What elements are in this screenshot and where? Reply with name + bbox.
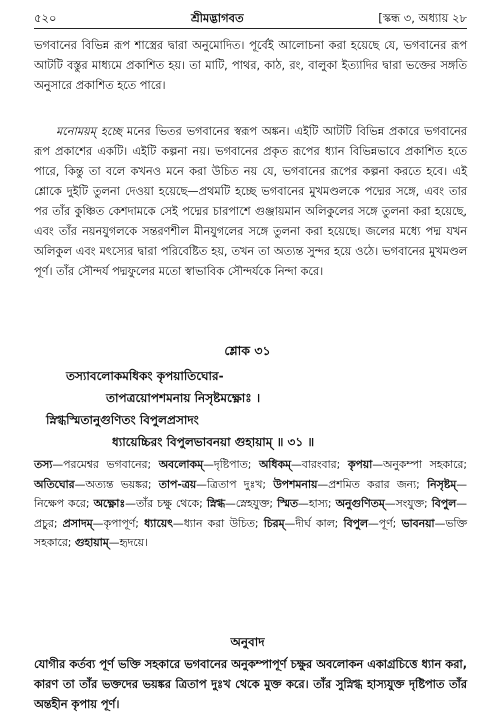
verse-line: তাপত্রয়োপশমনায় নিসৃষ্টমক্ষ্ণোঃ । (106, 391, 261, 405)
page-header (34, 10, 467, 29)
synonym-meaning: সংযুক্ত; (395, 497, 432, 511)
synonym-word: ভাবনয়া (401, 516, 435, 530)
synonym-meaning: হাস্য; (308, 497, 336, 511)
synonym-meaning: স্নেহযুক্ত; (235, 497, 278, 511)
chapter-reference: [স্কন্ধ ৩, অধ্যায় ২৮ (378, 11, 467, 25)
synonym-word: অক্ষ্ণোঃ (93, 497, 126, 511)
synonym-meaning: ধ্যান করা উচিত; (183, 516, 264, 530)
synonym-meaning: অত্যন্ত ভয়ঙ্কর; (85, 477, 159, 491)
synonym-word: অতিঘোর (34, 477, 75, 491)
sloka-heading: শ্লোক ৩১ (224, 343, 271, 358)
word-for-word-synonyms: তস্য—পরমেশ্বর ভগবানের; অবলোকম্—দৃষ্টিপাত; অধিকম্—বারংবার; কৃপয়া—অনুকম্পা সহকারে; অতিঘোর—অত্যন্ত ভয়ঙ্কর; তাপ-ত্রয়—ত্রিতাপ দুঃখ; উপশমনায়—প্রশমিত করার জন্য; নিসৃষ্টম্—নিক্ষেপ করে; অক্ষ্ণোঃ—তাঁর চক্ষু থেকে; স্নিগ্ধ—স্নেহযুক্ত; স্মিত—হাস্য; অনুগুণিতম্—সংযুক্ত; বিপুল—প্রচুর; প্রসাদম্—কৃপাপূর্ণ; ধ্যায়েৎ—ধ্যান করা উচিত; চিরম্—দীর্ঘ কাল; বিপুল—পূর্ণ; ভাবনয়া—ভক্তি সহকারে; গুহায়াম্—হৃদয়ে। (34, 458, 467, 550)
synonym-meaning: নিক্ষেপ করে; (34, 497, 94, 511)
synonym-meaning: হৃদয়ে। (119, 536, 148, 550)
synonym-word: বিপুল (343, 516, 368, 530)
synonym-word: স্মিত (277, 497, 299, 511)
synonym-word: অধিকম্ (258, 458, 291, 471)
header-rule (34, 28, 467, 29)
synonym-meaning: বারংবার; (301, 458, 348, 471)
synonym-word: গুহায়াম্ (74, 536, 109, 550)
verse-line: ধ্যায়েচ্চিরং বিপুলভাবনয়া গুহায়াম্ ॥ ৩১ ॥ (112, 435, 315, 449)
synonym-meaning: কৃপাপূর্ণ; (103, 516, 145, 530)
book-title: শ্রীমদ্ভাগবত (190, 11, 244, 25)
verse-line: স্নিগ্ধস্মিতানুগুণিতং বিপুলপ্রসাদং (46, 413, 199, 427)
synonym-meaning: পূর্ণ; (378, 516, 402, 530)
purport-paragraph-2-text: মনের ভিতর ভগবানের স্বরূপ অঙ্কন। এইটি আটটি বিভিন্ন প্রকারে ভগবানের রূপ প্রকাশের একটি। এইটি কল্পনা নয়। ভগবানের প্রকৃত রূপের ধ্যান বিভিন্নভাবে প্রকাশিত হতে পারে, কিন্তু তা বলে কখনও মনে করা উচিত নয় যে, ভগবানের রূপের কল্পনা করতে হবে। এই শ্লোকে দুইটি তুলনা দেওয়া হয়েছে—প্রথমটি হচ্ছে ভগবানের মুখমণ্ডলকে পদ্মের সঙ্গে, এবং তার পর তাঁর কুঞ্চিত কেশদামকে সেই পদ্মের চারপাশে গুঞ্জায়মান অলিকুলের সঙ্গে তুলনা করা হয়েছে, এবং তাঁর নয়নযুগলকে সন্তরণশীল মীনযুগলের সঙ্গে তুলনা করা হয়েছে। জলের মধ্যে পদ্ম যখন অলিকুল এবং মৎস্যের দ্বারা পরিবেষ্টিত হয়, তখন তা অত্যন্ত সুন্দর হয়ে ওঠে। ভগবানের মুখমণ্ডল পূর্ণ। তাঁর সৌন্দর্য পদ্মফুলের মতো স্বাভাবিক সৌন্দর্যকে নিন্দা করে। (34, 125, 467, 278)
synonym-meaning: দীর্ঘ কাল; (295, 516, 344, 530)
purport-paragraph-2 (34, 122, 467, 282)
synonym-word: কৃপয়া (347, 458, 373, 471)
synonym-meaning: অনুকম্পা সহকারে; (383, 458, 467, 471)
synonym-meaning: প্রশমিত করার জন্য; (328, 477, 428, 491)
synonym-meaning: দৃষ্টিপাত; (213, 458, 259, 471)
synonym-word: তস্য (34, 458, 53, 471)
synonym-word: স্নিগ্ধ (206, 497, 225, 511)
synonym-word: তাপ-ত্রয় (158, 477, 197, 491)
verse-line: তস্যাবলোকমধিকং কৃপয়াতিঘোর- (66, 369, 224, 383)
synonym-word: অবলোকম্ (158, 458, 204, 471)
synonym-meaning: প্রচুর; (34, 516, 63, 530)
synonym-word: বিপুল (431, 497, 457, 511)
synonym-word: উপশমনায় (273, 477, 318, 491)
sloka-verse (34, 365, 467, 453)
synonym-meaning: পরমেশ্বর ভগবানের; (63, 458, 159, 471)
translation-text: যোগীর কর্তব্য পূর্ণ ভক্তি সহকারে ভগবানের অনুকম্পাপূর্ণ চক্ষুর অবলোকন একাগ্রচিত্তে ধ্যান করা, কারণ তা তাঁর ভক্তদের ভয়ঙ্কর ত্রিতাপ দুঃখ থেকে মুক্ত করে। তাঁর সুস্নিগ্ধ হাস্যযুক্ত দৃষ্টিপাত তাঁর অন্তহীন কৃপায় পূর্ণ। (34, 658, 467, 711)
purport-paragraph-1: ভগবানের বিভিন্ন রূপ শাস্ত্রের দ্বারা অনুমোদিত। পূর্বেই আলোচনা করা হয়েছে যে, ভগবানের রূপ আটটি বস্তুর মাধ্যমে প্রকাশিত হয়। তা মাটি, পাথর, কাঠ, রং, বালুকা ইত্যাদির দ্বারা ভক্তের সঙ্গতি অনুসারে প্রকাশিত হতে পারে। (34, 39, 467, 92)
synonym-word: ধ্যায়েৎ (144, 516, 173, 530)
purport-emphasis: মনোময়ম্ হচ্ছে (56, 125, 123, 138)
page-number: ৫২০ (34, 11, 57, 25)
synonym-word: নিসৃষ্টম্ (427, 477, 457, 491)
translation-heading: অনুবাদ (230, 635, 265, 649)
synonym-word: চিরম্ (263, 516, 285, 530)
synonym-meaning: ত্রিতাপ দুঃখ; (206, 477, 274, 491)
synonym-word: অনুগুণিতম্ (335, 497, 385, 511)
synonym-word: প্রসাদম্ (62, 516, 93, 530)
synonym-meaning: তাঁর চক্ষু থেকে; (135, 497, 207, 511)
synonym-meaning: ভক্তি সহকারে; (34, 516, 467, 550)
